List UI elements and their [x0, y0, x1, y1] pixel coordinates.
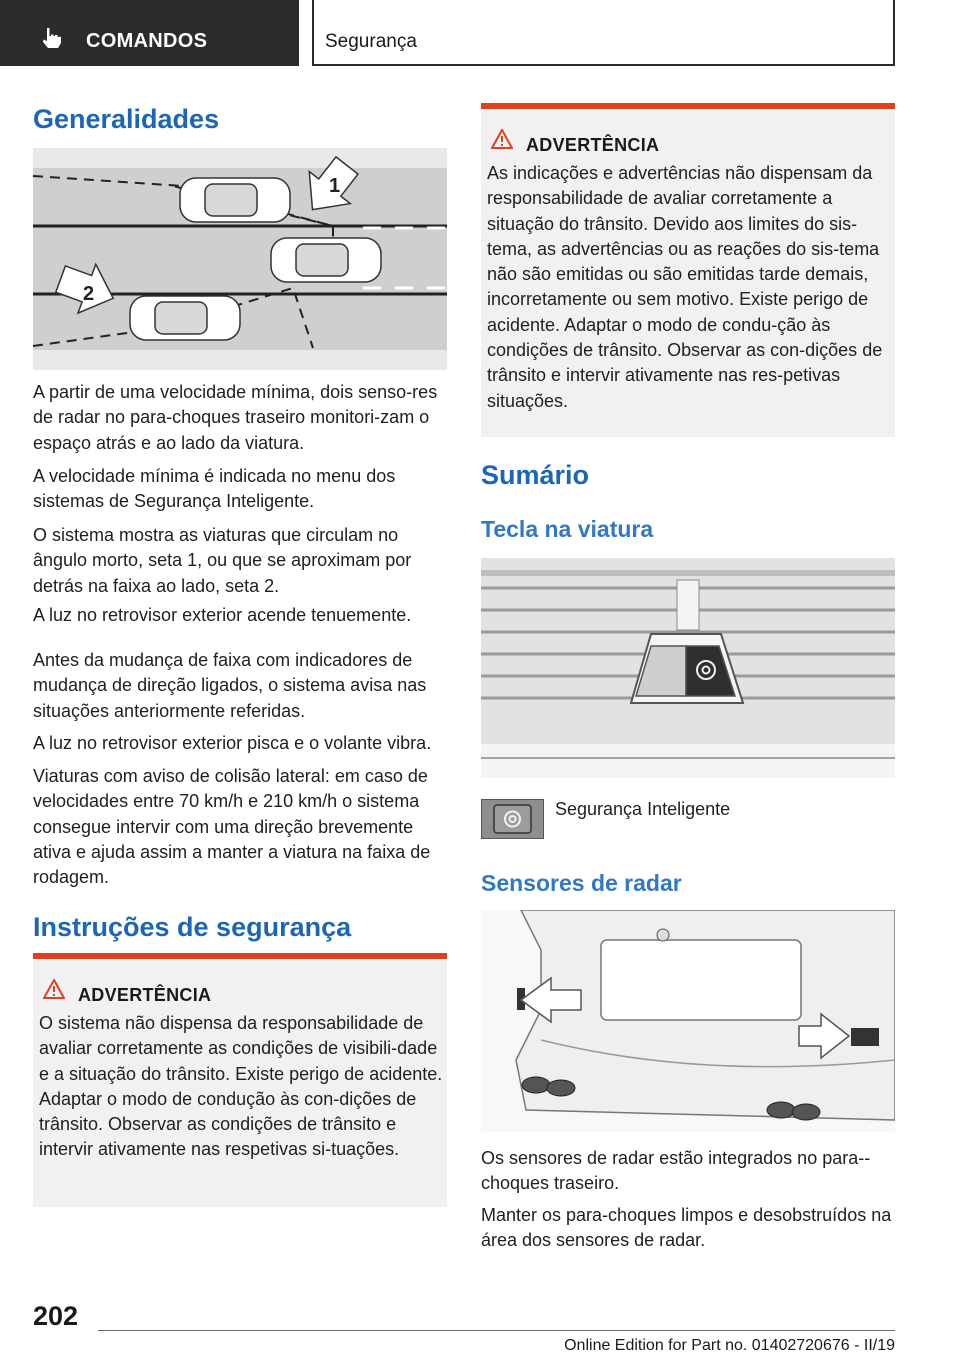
paragraph: Os sensores de radar estão integrados no para--choques traseiro. — [481, 1148, 871, 1194]
section-label: Segurança — [325, 31, 417, 52]
header-rule — [312, 64, 895, 66]
warning-title: ADVERTÊNCIA — [78, 985, 212, 1005]
button-caption: Segurança Inteligente — [555, 799, 731, 819]
paragraph: Viaturas com aviso de colisão lateral: em caso de velocidades entre 70 km/h e 210 km/h o sistema consegue intervir com uma direção brevemente ativa e ajuda assim a manter a viatura na faixa de rodagem. — [33, 766, 431, 888]
section-title-generalidades: Generalidades — [33, 104, 220, 134]
warning-text: O sistema não dispensa da responsabilidade de avaliar corretamente as condições de visibili-dade e a situação do trânsito. Existe perigo de acidente. Adaptar o modo de condução às con-dições de trânsito. Observar as condições de trânsito e intervir ativamente nas respetivas si-tuações. — [39, 1013, 443, 1160]
warning-box-right — [481, 103, 895, 437]
paragraph: A velocidade mínima é indicada no menu dos sistemas de Segurança Inteligente. — [33, 466, 396, 512]
arrow-2-label: 2 — [83, 283, 95, 305]
paragraph: A luz no retrovisor exterior pisca e o volante vibra. — [33, 733, 432, 753]
header-divider — [312, 0, 314, 66]
car-1 — [180, 178, 290, 222]
subsection-title-radar: Sensores de radar — [481, 870, 682, 896]
header-divider-right — [893, 0, 895, 66]
radar-sensor-right — [851, 1028, 879, 1046]
warning-triangle-icon — [491, 129, 513, 149]
warning-triangle-icon — [43, 979, 65, 999]
paragraph: A luz no retrovisor exterior acende tenuemente. — [33, 605, 412, 625]
paragraph: Manter os para-choques limpos e desobstruídos na área dos sensores de radar. — [481, 1205, 892, 1251]
section-title-sumario: Sumário — [481, 460, 590, 490]
vehicle-button-figure — [481, 558, 895, 778]
blind-spot-diagram — [33, 148, 447, 370]
section-title-safety: Instruções de segurança — [33, 912, 352, 942]
paragraph: Antes da mudança de faixa com indicadores de mudança de direção ligados, o sistema avisa nas situações anteriormente referidas. — [33, 650, 427, 721]
chapter-tab[interactable] — [0, 0, 299, 66]
blind-spot-figure — [33, 148, 447, 370]
radar-sensor-figure — [481, 910, 895, 1132]
paragraph: O sistema mostra as viaturas que circulam no ângulo morto, seta 1, ou que se aproximam por detrás na faixa ao lado, seta 2. — [33, 525, 412, 596]
car-3 — [130, 296, 240, 340]
chapter-tab-label: COMANDOS — [86, 30, 208, 52]
arrow-1-label: 1 — [329, 175, 341, 197]
warning-text: As indicações e advertências não dispensam da responsabilidade de avaliar corretamente a situação do trânsito. Devido aos limites do sis-tema, as advertências ou as reações do sis-tema não são emitidas ou são emitidas tarde demais, incorretamente ou sem motivo. Existe perigo de acidente. Adaptar o modo de condu-ção às condições de trânsito. Observar as con-dições de trânsito e intervir ativamente nas res-petivas situações. — [487, 163, 883, 411]
footer-rule — [98, 1330, 895, 1331]
safety-button-icon — [481, 799, 544, 839]
hand-pointer-icon — [40, 27, 62, 49]
dashboard-switch-illustration — [481, 558, 895, 778]
page-number: 202 — [33, 1301, 79, 1331]
paragraph: A partir de uma velocidade mínima, dois senso-res de radar no para-choques traseiro monitori-zam o espaço atrás e ao lado da viatura. — [33, 382, 438, 453]
edition-label: Online Edition for Part no. 01402720676 - II/19 — [564, 1337, 895, 1354]
warning-title: ADVERTÊNCIA — [526, 135, 660, 155]
warning-box-left — [33, 953, 447, 1207]
subsection-title-button: Tecla na viatura — [481, 516, 654, 542]
rear-bumper-illustration — [481, 910, 895, 1132]
car-2 — [271, 238, 381, 282]
